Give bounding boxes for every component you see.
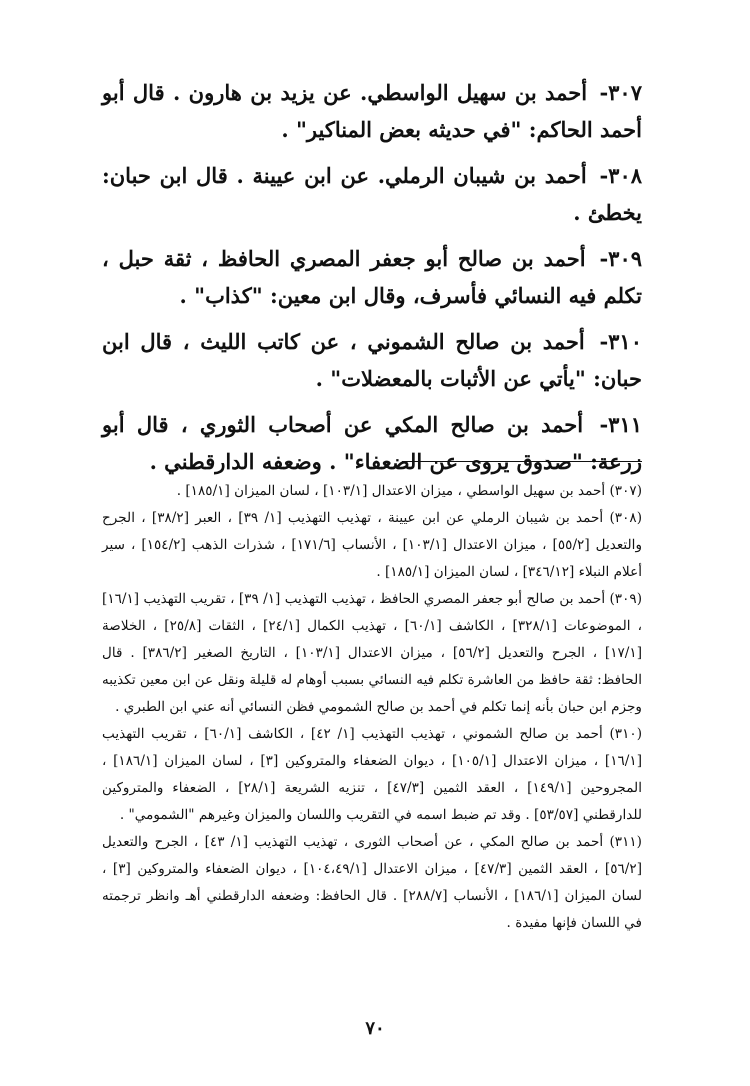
entry-text: أحمد بن سهيل الواسطي. عن يزيد بن هارون . قال أبو أحمد الحاكم: "في حديثه بعض المناكير" .	[102, 80, 642, 142]
footnote	[102, 505, 642, 586]
entry-text: أحمد بن صالح أبو جعفر المصري الحافظ ، ثقة حبل ، تكلم فيه النسائي فأسرف، وقال ابن معين: "كذاب" .	[102, 246, 642, 308]
entry-number: ٣١٠-	[599, 329, 642, 354]
footnote-text: أحمد بن سهيل الواسطي ، ميزان الاعتدال [١٠٣/١] ، لسان الميزان [١٨٥/١] .	[176, 483, 606, 499]
footnote-number: (٣١٠)	[609, 726, 643, 742]
entry-text: أحمد بن شيبان الرملي. عن ابن عيينة . قال ابن حبان: يخطئ .	[102, 163, 642, 225]
entry-number: ٣٠٨-	[599, 163, 643, 188]
page-number: ٧٠	[365, 1018, 385, 1039]
entry	[102, 406, 642, 480]
entry-number: ٣٠٩-	[599, 246, 643, 271]
entry	[102, 323, 642, 397]
footnote	[102, 586, 642, 721]
entry	[102, 157, 642, 231]
footnote-number: (٣٠٧)	[609, 483, 642, 499]
entry-text: أحمد بن صالح الشموني ، عن كاتب الليث ، قال ابن حبان: "يأتي عن الأثبات بالمعضلات" .	[102, 329, 642, 391]
footnote-number: (٣١١)	[609, 834, 642, 850]
entry-number: ٣١١-	[599, 412, 643, 437]
entry	[102, 240, 642, 314]
footnote	[102, 829, 642, 937]
footnotes	[102, 478, 642, 937]
footnote-text: أحمد بن شيبان الرملي عن ابن عيينة ، تهذيب التهذيب [١/ ٣٩] ، العبر [٣٨/٢] ، الجرح والتعديل [٥٥/٢] ، ميزان الاعتدال [١٠٣/١] ، الأنساب [١٧١/٦] ، شذرات الذهب [١٥٤/٢] ، سير أعلام النبلاء [٣٤٦/١٢] ، لسان الميزان [١٨٥/١] .	[102, 510, 643, 580]
entry-text: أحمد بن صالح المكي عن أصحاب الثوري ، قال أبو زرعة: "صدوق يروى عن الضعفاء" . وضعفه الدارقطني .	[102, 412, 642, 474]
footnote-number: (٣٠٨)	[609, 510, 643, 526]
biography-entries	[102, 74, 642, 489]
footnote	[102, 721, 642, 829]
footnote-text: أحمد بن صالح المكي ، عن أصحاب الثورى ، تهذيب التهذيب [١/ ٤٣] ، الجرح والتعديل [٥٦/٢] ، العقد الثمين [٤٧/٣] ، ميزان الاعتدال [١٠٤،٤٩/١] ، ديوان الضعفاء والمتروكين [٣] ، لسان الميزان [١٨٦/١] ، الأنساب [٢٨٨/٧] . قال الحافظ: وضعفه الدارقطني أهـ وانظر ترجمته في اللسان فإنها مفيدة .	[102, 834, 643, 931]
footnote-divider	[402, 461, 642, 462]
footnote-text: أحمد بن صالح أبو جعفر المصري الحافظ ، تهذيب التهذيب [١/ ٣٩] ، تقريب التهذيب [١٦/١] ، الموضوعات [٣٢٨/١] ، الكاشف [٦٠/١] ، تهذيب الكمال [٢٤/١] ، الثقات [٢٥/٨] ، الخلاصة [١٧/١] ، الجرح والتعديل [٥٦/٢] ، ميزان الاعتدال [١٠٣/١] ، التاريخ الصغير [٣٨٦/٢] . قال الحافظ: ثقة حافظ من العاشرة تكلم فيه النسائي بسبب أوهام له قليلة ونقل عن ابن معين تكذيبه وجزم ابن حبان بأنه إنما تكلم في أحمد بن صالح الشمومي فظن النسائي أنه عني ابن الطبري .	[102, 591, 643, 715]
footnote	[102, 478, 642, 505]
entry	[102, 74, 642, 148]
footnote-number: (٣٠٩)	[609, 591, 643, 607]
footnote-text: أحمد بن صالح الشموني ، تهذيب التهذيب [١/ ٤٢] ، الكاشف [٦٠/١] ، تقريب التهذيب [١٦/١] ، ميزان الاعتدال [١٠٥/١] ، ديوان الضعفاء والمتروكين [٣] ، لسان الميزان [١٨٦/١] ، المجروحين [١٤٩/١] ، العقد الثمين [٤٧/٣] ، تنزيه الشريعة [٢٨/١] ، الضعفاء والمتروكين للدارقطني [٥٣/٥٧] . وقد تم ضبط اسمه في التقريب واللسان والميزان وغيرهم "الشمومي" .	[102, 726, 642, 823]
entry-number: ٣٠٧-	[599, 80, 642, 105]
